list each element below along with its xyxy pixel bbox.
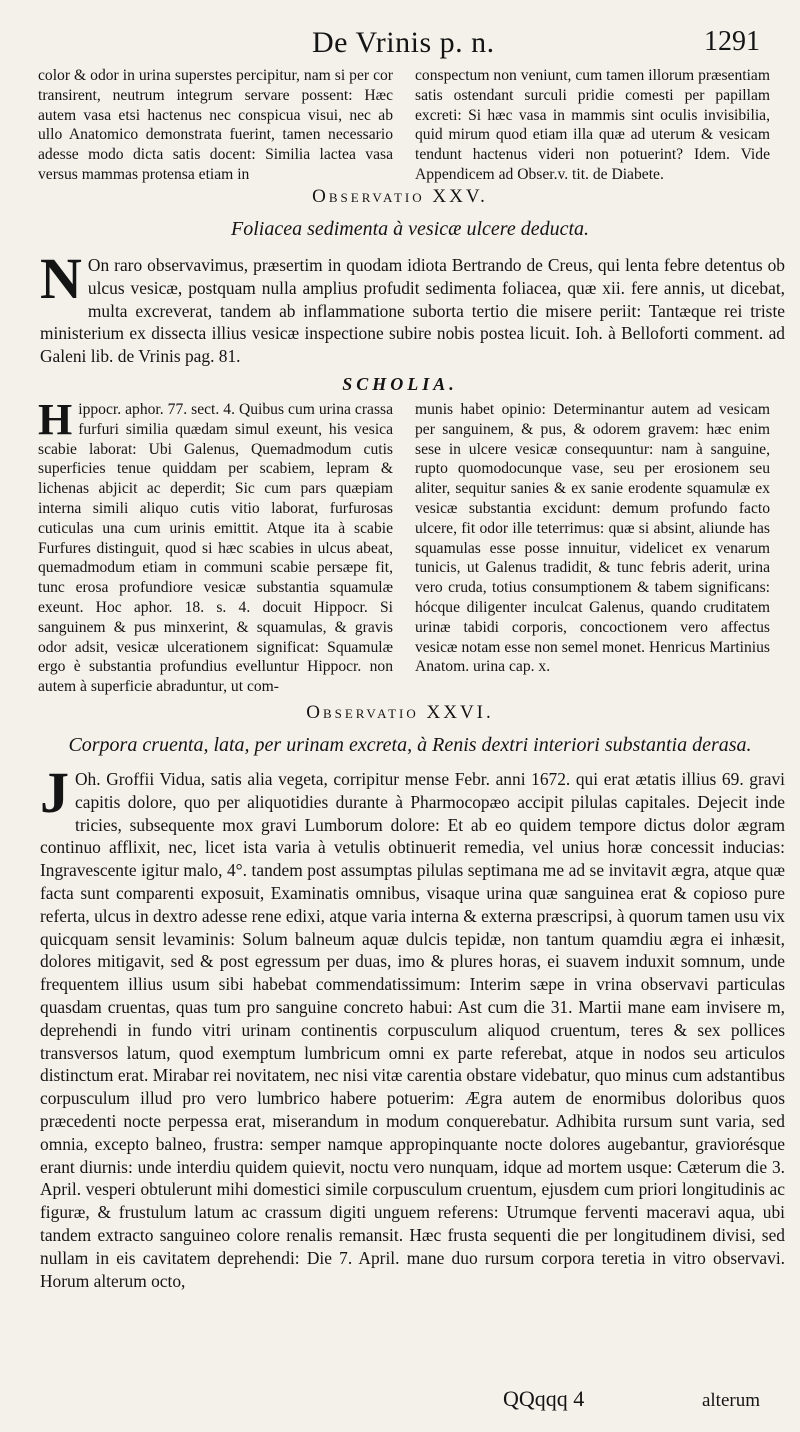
observation-26-body xyxy=(40,760,785,1292)
scholia-columns xyxy=(38,395,770,697)
scholia-left-text: ippocr. aphor. 77. sect. 4. Quibus cum urina crassa furfuri similia quædam simul exeunt, his vesica scabie laborat: Ubi Galenus, Quemadmodum cutis superficies tenue quiddam per scabiem, lepram & lichenas abjicit ac deperdit; Sic cum pars quæpiam interna simili aliquo cutis vitio laborat, furfurosas cuticulas una cum urinis emittit. Atque ita à scabie Furfures distinguit, quod si hæc scabies in ulcus abeat, quemadmodum etiam in communi scabie persæpe fit, tunc erosa profundiore vesicæ substantia squamulæ exeunt. Hoc aphor. 18. s. 4. docuit Hippocr. Si sanguinem & pus minxerint, & squamulas, & gravis odor adsit, vesicæ ulcerationem significat: Squamulæ ergo è substantia profundius evelluntur Hippocr. non autem à superficie abraduntur, ut com- xyxy=(38,401,393,696)
page-footer xyxy=(0,1386,800,1416)
observation-25-body xyxy=(40,246,785,368)
signature-mark: QQqqq 4 xyxy=(503,1386,585,1411)
observation-26-text: Oh. Groffii Vidua, satis alia vegeta, corripitur mense Febr. anni 1672. qui erat ætatis illius 69. gravi capitis dolore, quo per aliquotidies durante à Pharmocopæo accipit pilulas capitales. Dejecit inde tricies, subsequente mox gravi Lumborum dolore: Et ab eo quidem tempore dictus dolor ægram continuo afflixit, nec, licet ista varia à vetulis obtinuerit remedia, vel unius horæ concessit inducias: Ingravescente igitur malo, 4°. tandem post assumptas pilulas septimana me ad se invitavit ægra, atque quæ facta sunt comparenti exposuit, Examinatis omnibus, visaque urina quæ sanguinea erat & copioso pure referta, ulcus in dextro adesse rene edixi, atque varia interna & externa præscripsi, à quorum tamen usu vix quicquam sensit levaminis: Solum balneum aquæ dulcis tepidæ, non tantum quamdiu ægra ei inhæsit, dolores mitigavit, sed & post egressum per duas, imo & plures horas, ei suavem induxit somnum, unde frequentem illius usum sibi habebat commendatissimum: Interim sæpe in vrina observavi particulas quasdam cruentas, quas tum pro sanguine concreto habui: Ast cum die 31. Martii mane eam invisere m, deprehendi in fundo vitri urinam continentis corpusculum aliquod cruentum, teres & sex pollices transversos latum, quod exemptum lumbricum omni ex parte referebat, atque in nodos seu articulos distinctum erat. Mirabar rei novitatem, nec nisi vitæ carentia obstare videbatur, quo minus cum adstantibus corpusculum illud pro vero lumbrico habere potuerim: Ægra autem de enormibus doloribus quos præcedenti nocte perpessa erat, miserandum in modum conquerebatur. Adhibita rursum sunt varia, sed omnia, excepto balneo, frustra: semper namque appropinquante nocte dolores augebantur, graviorésque erant diurnis: unde interdiu quidem quievit, noctu vero nunquam, idque ad mortem usque: Cæterum die 3. April. vesperi obtulerunt mihi domestici simile corpusculum cruentum, ejusdem cum priori longitudinis ac figuræ, & frustulum latum ac crassum digiti unguem referens: Utrumque ferventi maceravi aqua, ubi tandem extracto sanguineo colore renalis remansit. Hæc frusta sequenti die per longitudinem divisi, sed nullam in eis cavitatem deprehendi: Die 7. April. mane duo rursum corpora teretia in vitro observavi. Horum alterum octo, xyxy=(40,769,785,1291)
observation-25-dropcap: N xyxy=(40,246,82,311)
observation-26-heading: Observatio XXVI. xyxy=(306,702,494,723)
observation-25-heading: Observatio XXV. xyxy=(312,186,488,207)
scholia-dropcap: H xyxy=(38,395,73,444)
observation-26-dropcap: J xyxy=(40,760,69,825)
top-right-column xyxy=(415,66,770,185)
top-right-text: conspectum non veniunt, cum tamen illorum præsentiam satis ostendant surculi pridie comesti per papillam excreti: Si hæc vasa in mammis sint oculis invisibilia, quid mirum quod etiam illa quæ ad uterum & vesicam tendunt hactenus videri non potuerint? Idem. Vide Appendicem ad Obser.v. tit. de Diabete. xyxy=(415,67,770,183)
scholia-right-column xyxy=(415,400,770,697)
scholia-heading: SCHOLIA. xyxy=(342,374,458,394)
page-header xyxy=(0,22,800,62)
top-left-column xyxy=(38,66,393,185)
catchword: alterum xyxy=(701,1390,760,1411)
page-number: 1291 xyxy=(704,26,760,57)
top-left-text: color & odor in urina superstes percipitur, nam si per cor transirent, neutrum integrum servare possent: Hæc autem vasa etsi hactenus nec conspicua visui, nec ab ullo Anatomico demonstrata fuerint, tamen necessario adesse modo dicta satis docent: Similia lactea vasa versus mammas protensa etiam in xyxy=(38,67,393,183)
scholia-left-column xyxy=(38,395,393,697)
observation-26-title: Corpora cruenta, lata, per urinam excreta, à Renis dextri interiori substantia derasa. xyxy=(68,734,752,756)
running-head: De Vrinis p. n. xyxy=(312,26,495,59)
top-columns xyxy=(38,66,770,185)
scholia-right-text: munis habet opinio: Determinantur autem ad vesicam per sanguinem, & pus, & odorem gravem: hæc enim sese in ulcere vesicæ consequuntur: nam à sanguine, rupto quomodocunque vase, seu per erosionem seu aliter, sequitur sanies & ex sanie erodente squamulæ ex vesicæ substantia excidunt: demum profundo facto ulcere, fit odor ille teterrimus: quæ si absint, aliunde has squamulas esse posse innuitur, videlicet ex venarum tunicis, ut Galenus tradidit, & tunc febris aderit, urina vero cruda, totius consumptionem & tabem significans: hócque diligenter inculcat Galenus, quando cruditatem urinæ tabidi corporis, concoctionem vero affectus vesicæ notam esse non semel monet. Henricus Martinius Anatom. urina cap. x. xyxy=(415,401,770,676)
observation-25-title: Foliacea sedimenta à vesicæ ulcere deducta. xyxy=(230,218,590,240)
observation-25-text: On raro observavimus, præsertim in quodam idiota Bertrando de Creus, qui lenta febre detentus ob ulcus vesicæ, postquam nulla amplius profudit sedimenta foliacea, quæ xii. fere annis, ut dicebat, multa excreverat, tandem ab inflammatione suborta tertio die misere periit: Tantæque rei triste ministerium ex dissecta illius vesicæ inspectione subire nobis postea licuit. Ioh. à Belloforti comment. ad Galeni lib. de Vrinis pag. 81. xyxy=(40,255,785,367)
